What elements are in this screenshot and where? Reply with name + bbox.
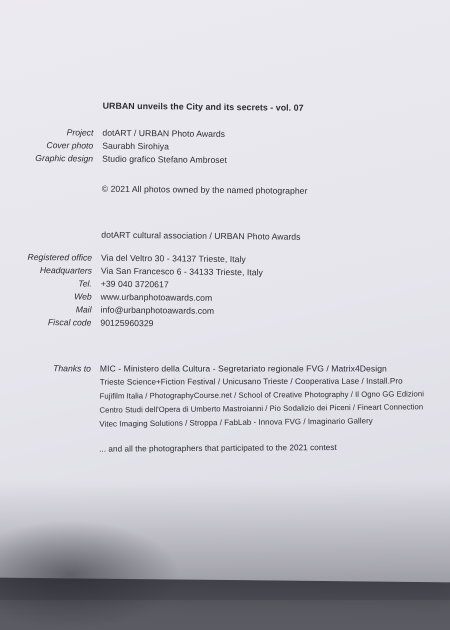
contact-value-fiscal-code: 90125960329 — [100, 317, 154, 329]
copyright-notice: © 2021 All photos owned by the named photographer — [101, 183, 308, 196]
credit-label-graphic-design: Graphic design — [35, 152, 94, 164]
contact-label-tel: Tel. — [78, 278, 92, 289]
contact-value-mail: info@urbanphotoawards.com — [100, 304, 215, 316]
thanks-line: Trieste Science+Fiction Festival / Unicusano Trieste / Cooperativa Lase / Install.Pro — [99, 376, 403, 387]
credit-label-project: Project — [66, 127, 94, 138]
contact-label-web: Web — [74, 291, 92, 302]
book-title: URBAN unveils the City and its secrets - vol. 07 — [102, 100, 304, 113]
thanks-line: Centro Studi dell'Opera di Umberto Mastroianni / Pio Sodalizio dei Piceni / Fineart Connection — [99, 402, 424, 415]
thanks-line: Fujifilm Italia / PhotographyCourse.net / School of Creative Photography / Il Ogno GG Edizioni — [99, 389, 424, 401]
contact-value-registered-office: Via del Veltro 30 - 34137 Trieste, Italy — [101, 252, 246, 265]
contact-value-web: www.urbanphotoawards.com — [100, 291, 213, 303]
credit-value-cover-photo: Saurabh Sirohiya — [102, 140, 170, 152]
thanks-line: MIC - Ministero della Cultura - Segretariato regionale FVG / Matrix4Design — [99, 363, 387, 374]
contact-value-tel: +39 040 3720617 — [100, 278, 169, 290]
thanks-label: Thanks to — [53, 363, 91, 374]
thanks-line: Vitec Imaging Solutions / Stroppa / FabLab - Innova FVG / Imaginario Gallery — [99, 416, 373, 429]
credit-value-project: dotART / URBAN Photo Awards — [102, 127, 226, 139]
contact-value-headquarters: Via San Francesco 6 - 34133 Trieste, Italy — [100, 265, 263, 278]
closing-note: ... and all the photographers that participated to the 2021 contest — [99, 442, 337, 454]
credit-label-cover-photo: Cover photo — [46, 140, 94, 151]
credit-value-graphic-design: Studio grafico Stefano Ambroset — [102, 153, 227, 165]
contact-label-fiscal-code: Fiscal code — [47, 317, 92, 328]
contact-label-mail: Mail — [75, 304, 92, 315]
contact-label-headquarters: Headquarters — [39, 265, 93, 276]
contact-label-registered-office: Registered office — [27, 251, 93, 263]
association-name: dotART cultural association / URBAN Photo Awards — [101, 229, 301, 242]
